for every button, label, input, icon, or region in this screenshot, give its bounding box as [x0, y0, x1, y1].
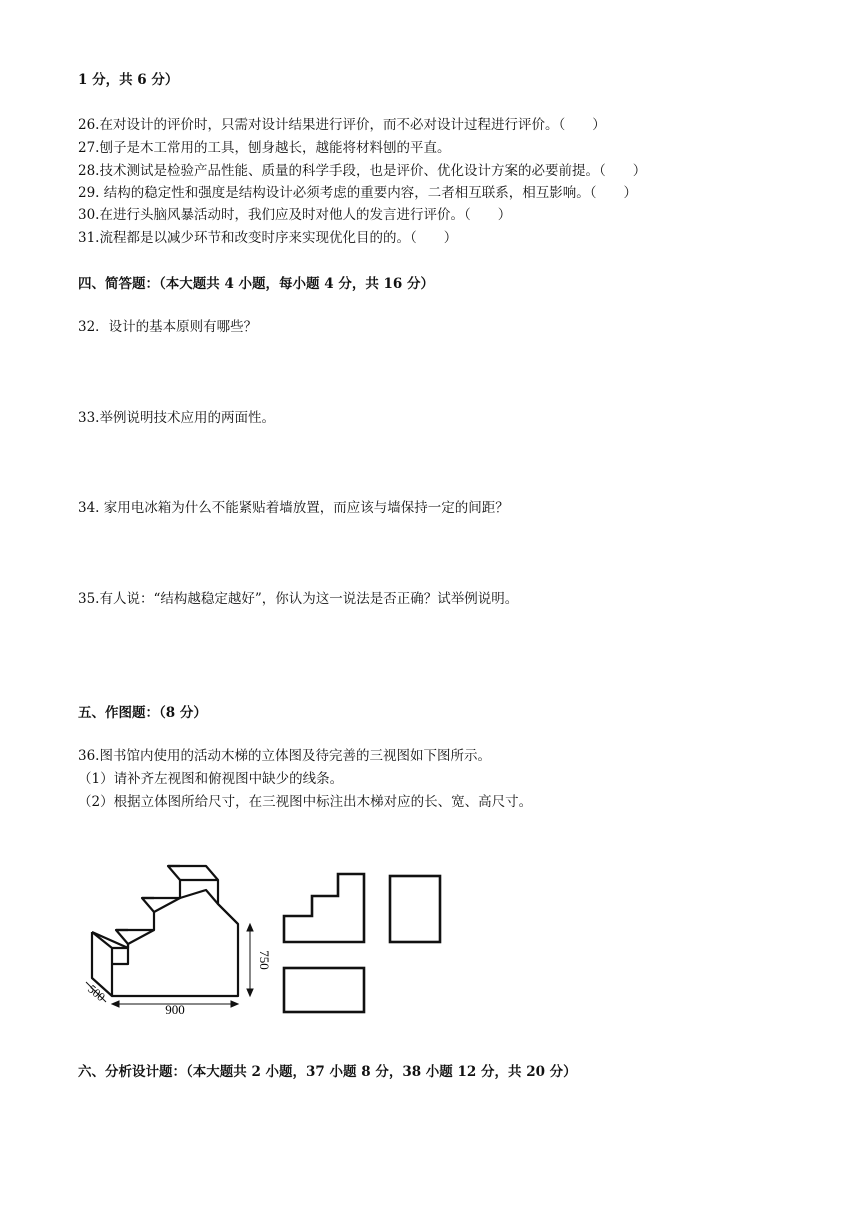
isometric-ladder — [92, 860, 238, 996]
question-35: 35.有人说：“结构越稳定越好”，你认为这一说法是否正确？试举例说明。 — [78, 591, 519, 607]
question-31: 31.流程都是以减少环节和改变时序来实现优化目的的。（ ） — [78, 230, 458, 246]
section-4-title: 四、简答题：（本大题共 4 小题，每小题 4 分，共 16 分） — [78, 276, 435, 292]
height-dim-label: 750 — [257, 950, 272, 970]
section-6-title: 六、分析设计题：（本大题共 2 小题，37 小题 8 分，38 小题 12 分，共 20 分） — [78, 1064, 577, 1080]
ladder-outline — [92, 866, 238, 996]
front-view — [284, 874, 364, 942]
question-26: 26.在对设计的评价时，只需对设计结果进行评价，而不必对设计过程进行评价。（ ） — [78, 117, 606, 133]
ladder-figure — [78, 860, 478, 1020]
question-28: 28.技术测试是检验产品性能、质量的科学手段，也是评价、优化设计方案的必要前提。（ ） — [78, 163, 647, 179]
question-29: 29. 结构的稳定性和强度是结构设计必须考虑的重要内容，二者相互联系，相互影响。（ ） — [78, 185, 638, 201]
question-36-part-2: （2）根据立体图所给尺寸，在三视图中标注出木梯对应的长、宽、高尺寸。 — [78, 794, 533, 810]
left-view — [390, 876, 440, 942]
ladder-step-edges — [92, 866, 238, 996]
top-view — [284, 968, 364, 1012]
score-continuation: 1 分，共 6 分） — [78, 72, 179, 88]
question-27: 27.刨子是木工常用的工具，刨身越长，越能将材料刨的平直。 — [78, 140, 451, 156]
question-33: 33.举例说明技术应用的两面性。 — [78, 410, 275, 426]
question-30: 30.在进行头脑风暴活动时，我们应及时对他人的发言进行评价。（ ） — [78, 207, 512, 223]
width-dim-label: 500 — [85, 981, 108, 1005]
question-36-part-1: （1）请补齐左视图和俯视图中缺少的线条。 — [78, 771, 344, 787]
question-36: 36.图书馆内使用的活动木梯的立体图及待完善的三视图如下图所示。 — [78, 748, 491, 764]
question-32: 32．设计的基本原则有哪些？ — [78, 319, 258, 335]
length-dim-label: 900 — [165, 1002, 185, 1017]
question-34: 34. 家用电冰箱为什么不能紧贴着墙放置，而应该与墙保持一定的间距？ — [78, 500, 509, 516]
section-5-title: 五、作图题：（8 分） — [78, 705, 207, 721]
